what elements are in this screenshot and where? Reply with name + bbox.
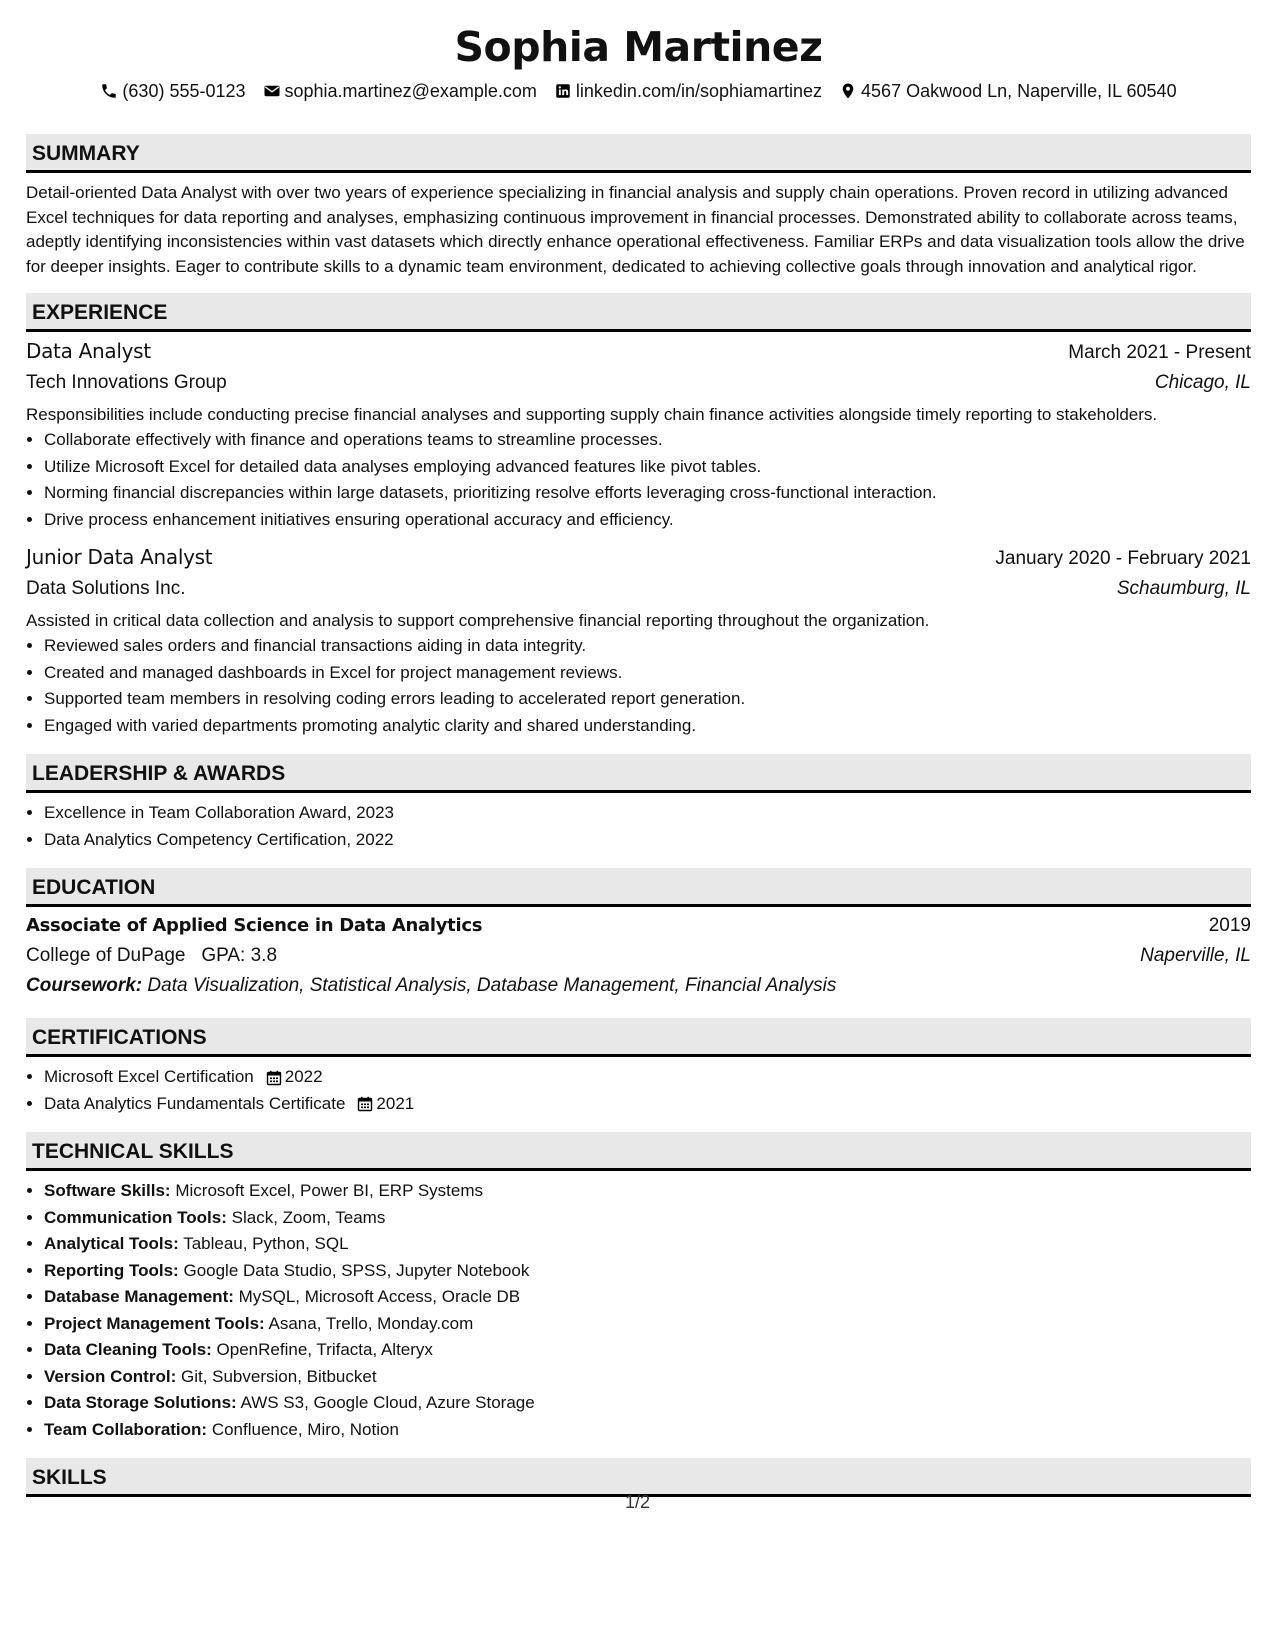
cert-date [357,1091,414,1118]
section-heading-certifications: CERTIFICATIONS [26,1018,1251,1057]
list-item: • Utilize Microsoft Excel for detailed data analyses employing advanced features like pivot tables. [44,454,1251,481]
skill-value: OpenRefine, Trifacta, Alteryx [216,1340,433,1360]
job-dates: January 2020 - February 2021 [995,548,1251,570]
list-item [44,1364,1251,1391]
gpa: GPA: 3.8 [201,945,278,967]
job-location: Schaumburg, IL [1116,578,1251,600]
list-item [44,1311,1251,1338]
skill-value: Microsoft Excel, Power BI, ERP Systems [175,1181,484,1201]
list-item: • Norming financial discrepancies within large datasets, prioritizing resolve efforts leveraging cross-functional interaction. [44,480,1251,507]
job-description: Responsibilities include conducting precise financial analyses and supporting supply chain finance activities alongside timely reporting to stakeholders. [26,405,1158,425]
cert-year: 2022 [284,1067,323,1087]
contact-email[interactable] [263,78,537,104]
skill-label: Data Storage Solutions: [44,1393,237,1413]
skill-label: Communication Tools: [44,1207,227,1227]
list-item: • Created and managed dashboards in Excel for project management reviews. [44,660,1251,687]
job-bullets [26,427,1251,533]
section-heading-skills: SKILLS [26,1458,1251,1497]
skill-value: Asana, Trello, Monday.com [268,1313,474,1333]
cert-name: • Microsoft Excel Certification [44,1067,254,1087]
list-item [44,1284,1251,1311]
skill-value: MySQL, Microsoft Access, Oracle DB [238,1287,521,1307]
coursework-list: Data Visualization, Statistical Analysis, Database Management, Financial Analysis [147,975,837,997]
job-title: Junior Data Analyst [26,545,213,570]
skill-label: Team Collaboration: [44,1419,208,1439]
technical-skills-list [26,1178,1251,1443]
list-item: • Reviewed sales orders and financial transactions aiding in data integrity. [44,633,1251,660]
email-text: sophia.martinez@example.com [284,81,537,101]
job-entry [26,336,1251,533]
list-item [44,1337,1251,1364]
skill-label: Reporting Tools: [44,1260,179,1280]
list-item [44,1258,1251,1285]
resume-page [26,0,1251,1497]
summary-text: Detail-oriented Data Analyst with over two years of experience specializing in financial analysis and supply chain operations. Proven record in utilizing advanced Excel techniques for data reporting and analyses, emphasizing continuous improvement in financial processes. Demonstrated ability to collaborate across teams, adeptly identifying inconsistencies within vast datasets which directly enhance operational effectiveness. Familiar ERPs and data visualization tools allow the drive for deeper insights. Eager to contribute skills to a dynamic team environment, dedicated to achieving collective goals through innovation and analytical rigor. [26,183,1245,276]
list-item: • Collaborate effectively with finance and operations teams to streamline processes. [44,427,1251,454]
list-item [44,1390,1251,1417]
list-item: • Drive process enhancement initiatives ensuring operational accuracy and efficiency. [44,507,1251,534]
job-entry [26,542,1251,739]
section-heading-summary: SUMMARY [26,134,1251,173]
skill-label: Analytical Tools: [44,1234,179,1254]
contact-linkedin[interactable] [554,78,822,104]
school-name: College of DuPage [26,945,186,967]
calendar-icon [357,1096,373,1112]
contact-address [839,78,1177,104]
job-location: Chicago, IL [1154,372,1251,394]
cert-date [266,1064,323,1091]
list-item: • Engaged with varied departments promoting analytic clarity and shared understanding. [44,713,1251,740]
cert-name: • Data Analytics Fundamentals Certificate [44,1093,346,1113]
skill-label: Data Cleaning Tools: [44,1340,212,1360]
job-bullets [26,633,1251,739]
education-entry [26,911,1251,1001]
list-item: • Data Analytics Competency Certification, 2022 [44,827,1251,854]
section-heading-education: EDUCATION [26,868,1251,907]
coursework [26,971,1251,1001]
graduation-year: 2019 [1208,915,1251,937]
list-item [44,1091,1251,1118]
linkedin-icon [554,82,572,100]
list-item [44,1417,1251,1444]
skill-value: AWS S3, Google Cloud, Azure Storage [240,1393,535,1413]
list-item [44,1178,1251,1205]
degree-title: Associate of Applied Science in Data Analytics [26,915,483,937]
job-dates: March 2021 - Present [1068,342,1251,364]
section-heading-experience: EXPERIENCE [26,293,1251,332]
company-name: Tech Innovations Group [26,372,227,394]
skill-label: Database Management: [44,1287,234,1307]
skill-label: Software Skills: [44,1181,171,1201]
skill-value: Tableau, Python, SQL [183,1234,349,1254]
cert-year: 2021 [376,1093,415,1113]
contact-bar [26,78,1251,104]
calendar-icon [266,1070,282,1086]
address-text: 4567 Oakwood Ln, Naperville, IL 60540 [861,81,1177,101]
list-item: • Excellence in Team Collaboration Award, 2023 [44,800,1251,827]
skill-value: Google Data Studio, SPSS, Jupyter Notebook [183,1260,530,1280]
list-item: • Supported team members in resolving coding errors leading to accelerated report generation. [44,686,1251,713]
envelope-icon [263,82,281,100]
skill-label: Project Management Tools: [44,1313,265,1333]
skill-value: Slack, Zoom, Teams [231,1207,386,1227]
skill-label: Version Control: [44,1366,177,1386]
map-pin-icon [839,82,857,100]
list-item [44,1064,1251,1091]
school-location: Naperville, IL [1140,945,1251,967]
job-description: Assisted in critical data collection and analysis to support comprehensive financial reporting throughout the organization. [26,611,930,631]
contact-phone[interactable] [100,78,245,104]
skill-value: Git, Subversion, Bitbucket [180,1366,377,1386]
page-number: 1/2 [624,1492,651,1512]
job-title: Data Analyst [26,339,151,364]
school-line [26,941,277,971]
awards-list [26,800,1251,853]
skill-value: Confluence, Miro, Notion [211,1419,399,1439]
linkedin-text: linkedin.com/in/sophiamartinez [575,81,823,101]
phone-text: (630) 555-0123 [122,81,246,101]
list-item [44,1231,1251,1258]
list-item [44,1205,1251,1232]
certifications-list [26,1064,1251,1117]
company-name: Data Solutions Inc. [26,578,186,600]
candidate-name: Sophia Martinez [454,23,823,71]
section-heading-leadership: LEADERSHIP & AWARDS [26,754,1251,793]
phone-icon [100,82,118,100]
section-heading-technical-skills: TECHNICAL SKILLS [26,1132,1251,1171]
coursework-label: Coursework: [26,975,143,997]
